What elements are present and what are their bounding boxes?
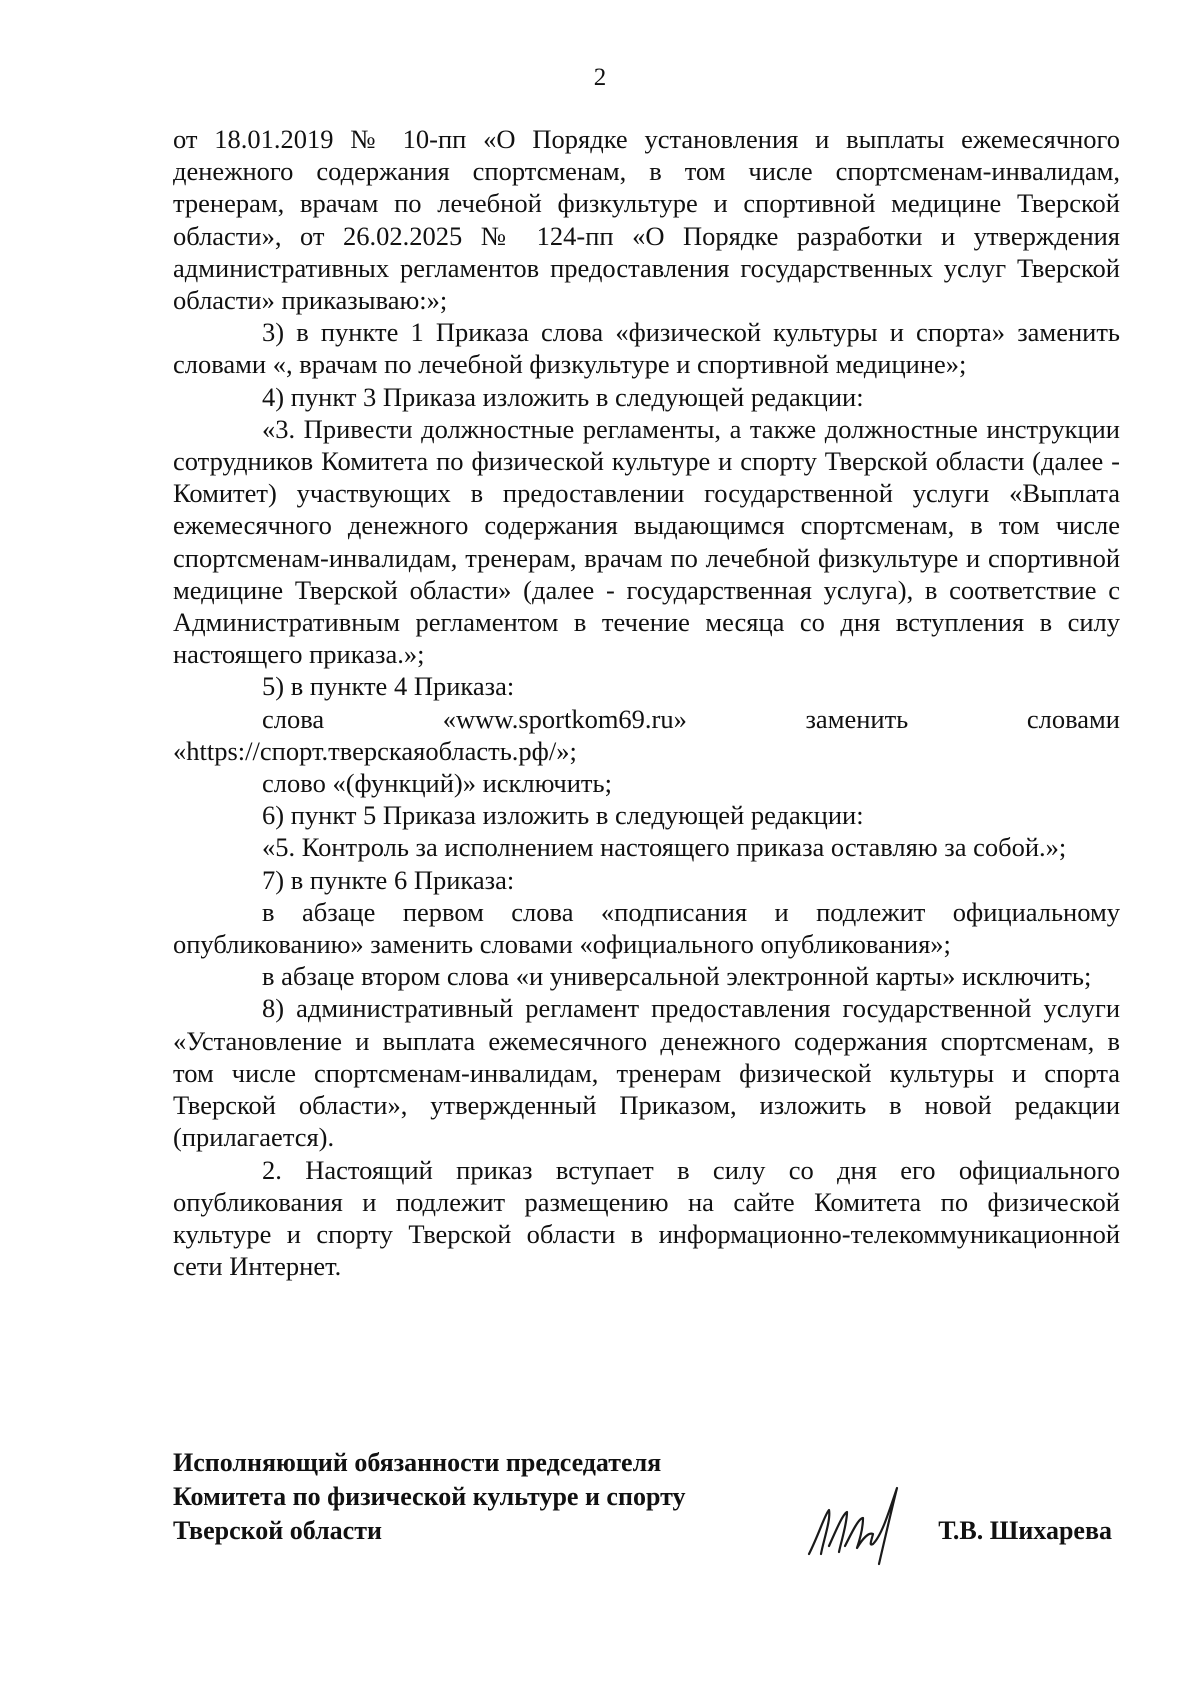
paragraph-continuation: от 18.01.2019 № 10-пп «О Порядке установления и выплаты ежемесячного денежного содержания спортсменам, в том числе спортсменам-инвалидам, тренерам, врачам по лечебной физкультуре и спортивной медицине Тверской области», от 26.02.2025 № 124-пп «О Порядке разработки и утверждения административных регламентов предоставления государственных услуг Тверской области» приказываю:»; — [173, 124, 1120, 316]
signatory-title-line: Комитета по физической культуре и спорту — [173, 1482, 686, 1511]
paragraph-section-2: 2. Настоящий приказ вступает в силу со дня его официального опубликования и подлежит размещению на сайте Комитета по физической культуре и спорту Тверской области в информационно-телекоммуникационной сети Интернет. — [173, 1154, 1120, 1282]
signatory-name: Т.В. Шихарева — [938, 1516, 1112, 1545]
paragraph-item-8: 8) административный регламент предоставления государственной услуги «Установление и выплата ежемесячного денежного содержания спортсменам, в том числе спортсменам-инвалидам, тренерам физической культуры и спорта Тверской области», утвержденный Приказом, изложить в новой редакции (прилагается). — [173, 993, 1120, 1153]
document-body — [173, 123, 1120, 1282]
handwritten-signature — [801, 1476, 921, 1566]
paragraph-item-5-replace — [173, 703, 1120, 735]
paragraph-item-5-exclude: слово «(функций)» исключить; — [262, 768, 612, 799]
paragraph-item-7: 7) в пункте 6 Приказа: — [262, 864, 515, 895]
paragraph-item-6: 6) пункт 5 Приказа изложить в следующей редакции: — [262, 800, 864, 831]
paragraph-item-7-first: в абзаце первом слова «подписания и подлежит официальному опубликованию» заменить словами «официального опубликования»; — [173, 896, 1120, 960]
paragraph-item-6-text: «5. Контроль за исполнением настоящего приказа оставляю за собой.»; — [262, 832, 1067, 863]
signatory-title-line: Исполняющий обязанности председателя — [173, 1448, 662, 1477]
old-url: «www.sportkom69.ru» — [442, 703, 687, 734]
signature-block — [173, 1446, 1120, 1566]
paragraph-item-5: 5) в пункте 4 Приказа: — [262, 671, 515, 702]
word-zamenit: заменить — [805, 703, 909, 734]
paragraph-item-7-second: в абзаце втором слова «и универсальной электронной карты» исключить; — [262, 961, 1092, 992]
paragraph-item-4: 4) пункт 3 Приказа изложить в следующей редакции: — [262, 381, 864, 412]
word-slova: слова — [262, 703, 325, 734]
new-url: «https://спорт.тверскаяобласть.рф/»; — [173, 735, 577, 766]
paragraph-item-3: 3) в пункте 1 Приказа слова «физической культуры и спорта» заменить словами «, врачам по лечебной физкультуре и спортивной медицине»; — [173, 317, 1120, 380]
paragraph-item-4-text: «3. Привести должностные регламенты, а также должностные инструкции сотрудников Комитета по физической культуре и спорту Тверской области (далее - Комитет) участвующих в предоставлении государственной услуги «Выплата ежемесячного денежного содержания выдающимся спортсменам, в том числе спортсменам-инвалидам, тренерам, врачам по лечебной физкультуре и спортивной медицине Тверской области» (далее - государственная услуга), в соответствие с Административным регламентом в течение месяца со дня вступления в силу настоящего приказа.»; — [173, 413, 1120, 670]
signatory-title-line: Тверской области — [173, 1516, 382, 1545]
page-number: 2 — [593, 64, 607, 91]
signatory-title — [173, 1446, 686, 1548]
word-slovami: словами — [1026, 703, 1120, 734]
